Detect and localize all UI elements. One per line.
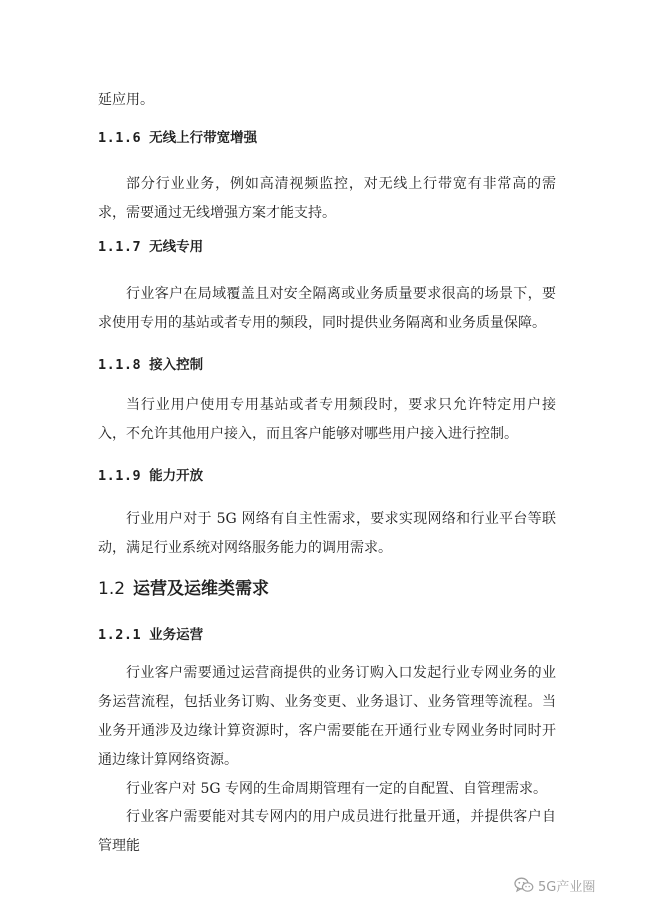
section-paragraph-1-1-9: 行业用户对于 5G 网络有自主性需求，要求实现网络和行业平台等联动，满足行业系统对网络服务能力的调用需求。: [98, 511, 556, 556]
section-number: 1.1.8: [98, 357, 142, 373]
section-number: 1.1.6: [98, 130, 142, 146]
section-heading-1-1-8: [98, 355, 556, 375]
section-title: 业务运营: [149, 627, 204, 643]
section-heading-1-1-6: [98, 128, 556, 148]
lead-paragraph: 延应用。: [98, 92, 154, 108]
section-paragraph-1-1-8: 当行业用户使用专用基站或者专用频段时，要求只允许特定用户接入，不允许其他用户接入，而且客户能够对哪些用户接入进行控制。: [98, 397, 556, 442]
section-title: 无线专用: [149, 239, 204, 255]
chapter-title: 运营及运维类需求: [133, 579, 270, 599]
section-heading-1-2-1: [98, 625, 556, 645]
wechat-icon: [514, 877, 534, 893]
subsection-paragraph-3: 行业客户需要能对其专网内的用户成员进行批量开通，并提供客户自管理能: [98, 809, 556, 854]
section-title: 接入控制: [149, 357, 204, 373]
section-heading-1-1-9: [98, 466, 556, 486]
section-number: 1.1.7: [98, 239, 142, 255]
section-number: 1.1.9: [98, 468, 142, 484]
watermark: [514, 874, 595, 896]
section-heading-1-1-7: [98, 237, 556, 257]
section-paragraph-1-1-6: 部分行业业务，例如高清视频监控，对无线上行带宽有非常高的需求，需要通过无线增强方案才能支持。: [98, 176, 556, 221]
chapter-number: 1.2: [98, 579, 126, 599]
watermark-text: 5G产业圈: [538, 879, 596, 895]
subsection-paragraph-1: 行业客户需要通过运营商提供的业务订购入口发起行业专网业务的业务运营流程，包括业务订购、业务变更、业务退订、业务管理等流程。当业务开通涉及边缘计算资源时，客户需要能在开通行业专网业务时同时开通边缘计算网络资源。: [98, 665, 556, 768]
section-title: 无线上行带宽增强: [149, 130, 258, 146]
subsection-paragraph-2: 行业客户对 5G 专网的生命周期管理有一定的自配置、自管理需求。: [126, 781, 547, 797]
chapter-heading-1-2: [98, 577, 556, 601]
section-number: 1.2.1: [98, 627, 142, 643]
section-title: 能力开放: [149, 468, 204, 484]
section-paragraph-1-1-7: 行业客户在局域覆盖且对安全隔离或业务质量要求很高的场景下，要求使用专用的基站或者专用的频段，同时提供业务隔离和业务质量保障。: [98, 286, 556, 331]
